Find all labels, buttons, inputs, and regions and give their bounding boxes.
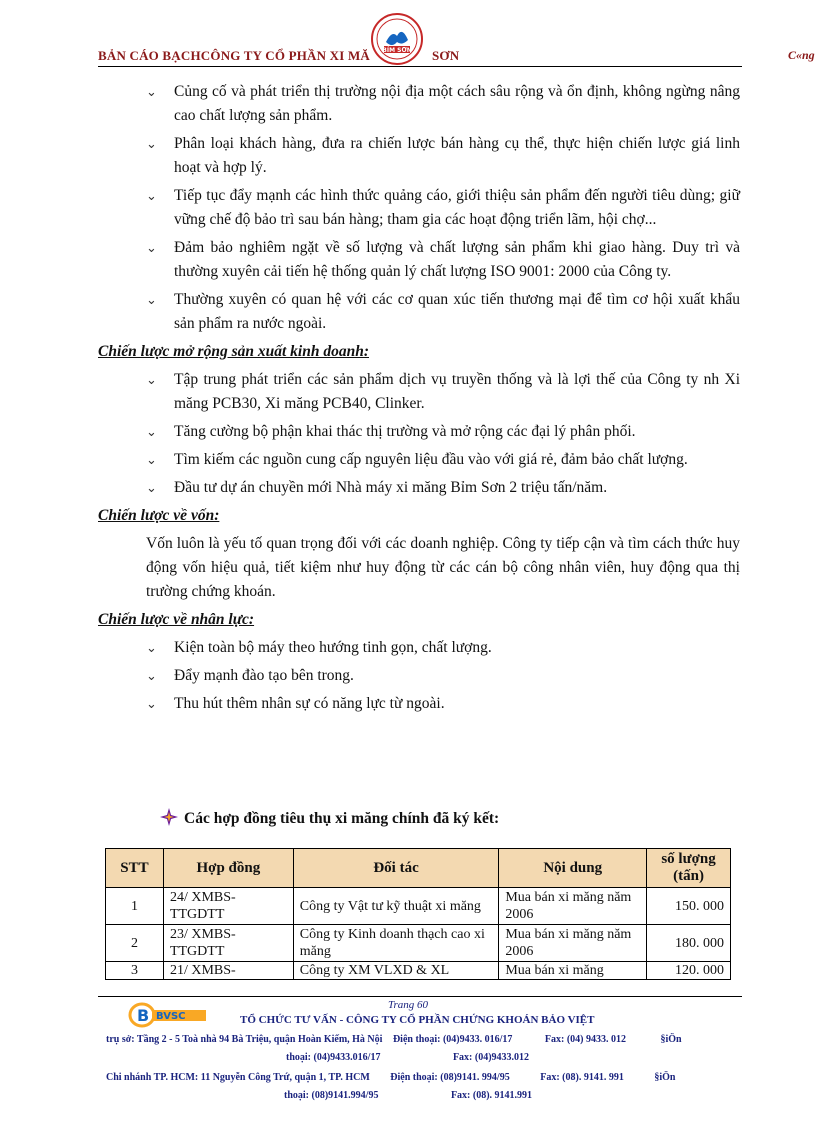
list-item <box>98 636 740 660</box>
footer-branch-line <box>106 1072 675 1083</box>
cell-content: Mua bán xi măng năm 2006 <box>499 888 647 925</box>
footer-hq-fax2: Fax: (04)9433.012 <box>452 1052 530 1063</box>
list-item <box>98 132 740 180</box>
footer-hq-phone2: thoại: (04)9433.016/17 <box>286 1052 381 1063</box>
list-item-text: Thường xuyên có quan hệ với các cơ quan xúc tiến thương mại để tìm cơ hội xuất khẩu sản phẩm ra nước ngoài. <box>174 291 740 332</box>
bullet-arrow-icon: ⌄ <box>146 240 157 255</box>
section-heading-expand: Chiến lược mở rộng sản xuất kinh doanh: <box>98 343 369 360</box>
bvsc-logo-icon <box>128 1002 208 1028</box>
list-item-text: Tìm kiếm các nguồn cung cấp nguyên liệu đầu vào với giá rẻ, đảm bảo chất lượng. <box>174 451 688 468</box>
col-header-contract: Hợp đồng <box>163 849 293 888</box>
bullet-arrow-icon: ⌄ <box>146 452 157 467</box>
header-rule <box>98 66 742 67</box>
footer-hq-line <box>106 1034 682 1045</box>
cell-partner: Công ty XM VLXD & XL <box>293 962 499 980</box>
header-title-main: BẢN CÁO BẠCHCÔNG TY CỔ PHẦN XI MĂ <box>98 48 371 63</box>
list-item-text: Phân loại khách hàng, đưa ra chiến lược bán hàng cụ thể, thực hiện chiến lược giá linh hoạt và hợp lý. <box>174 135 740 176</box>
table-row <box>106 888 731 925</box>
capital-paragraph: Vốn luôn là yếu tố quan trọng đối với các doanh nghiệp. Công ty tiếp cận và tìm cách thức huy động vốn hiệu quả, tiết kiệm như huy động từ các cán bộ công nhân viên, huy động qua thị trường chứng khoán. <box>146 535 740 600</box>
footer-branch-fax: Fax: (08). 9141. 991 <box>540 1072 624 1083</box>
footer-branch-phone2: thoại: (08)9141.994/95 <box>284 1090 379 1101</box>
contracts-title-text: Các hợp đồng tiêu thụ xi măng chính đã ký kết: <box>184 810 500 827</box>
list-item-text: Tập trung phát triển các sản phẩm dịch vụ truyền thống và là lợi thế của Công ty nh Xi măng PCB30, Xi măng PCB40, Clinker. <box>174 371 740 412</box>
logo-label: BỈM SƠN <box>382 47 412 54</box>
list-item-text: Đẩy mạnh đào tạo bên trong. <box>174 667 354 684</box>
section-heading-hr: Chiến lược về nhân lực: <box>98 611 255 628</box>
list-item-text: Kiện toàn bộ máy theo hướng tinh gọn, chất lượng. <box>174 639 492 656</box>
contracts-title <box>160 808 499 828</box>
cell-contract: 23/ XMBS-TTGDTT <box>163 925 293 962</box>
header-right-text: C«ng <box>788 48 815 62</box>
list-item <box>98 420 740 444</box>
main-content <box>98 80 740 720</box>
list-item-text: Đảm bảo nghiêm ngặt về số lượng và chất lượng sản phẩm khi giao hàng. Duy trì và thường xuyên cải tiến hệ thống quản lý chất lượng ISO 9001: 2000 của Công ty. <box>174 239 740 280</box>
list-item-text: Củng cố và phát triển thị trường nội địa một cách sâu rộng và ổn định, không ngừng nâng cao chất lượng sản phẩm. <box>174 83 740 124</box>
footer-hq-phone: Điện thoại: (04)9433. 016/17 <box>392 1034 513 1045</box>
cell-contract: 21/ XMBS- <box>163 962 293 980</box>
four-point-star-icon <box>160 808 178 826</box>
col-header-content: Nội dung <box>499 849 647 888</box>
cell-partner: Công ty Vật tư kỹ thuật xi măng <box>293 888 499 925</box>
bullet-arrow-icon: ⌄ <box>146 372 157 387</box>
bullet-arrow-icon: ⌄ <box>146 136 157 151</box>
page-number: Trang 60 <box>388 999 429 1011</box>
footer-hq-fax: Fax: (04) 9433. 012 <box>544 1034 626 1045</box>
cell-content: Mua bán xi măng <box>499 962 647 980</box>
cell-contract: 24/ XMBS-TTGDTT <box>163 888 293 925</box>
footer-rule <box>98 996 742 997</box>
list-item <box>98 236 740 284</box>
cell-content: Mua bán xi măng năm 2006 <box>499 925 647 962</box>
bullet-arrow-icon: ⌄ <box>146 424 157 439</box>
footer-branch-line2 <box>284 1090 532 1101</box>
list-item <box>98 368 740 416</box>
col-header-stt: STT <box>106 849 164 888</box>
list-item-text: Thu hút thêm nhân sự có năng lực từ ngoài. <box>174 695 445 712</box>
cell-partner: Công ty Kinh doanh thạch cao xi măng <box>293 925 499 962</box>
list-item <box>98 476 740 500</box>
bullet-arrow-icon: ⌄ <box>146 640 157 655</box>
footer-org: TỔ CHỨC TƯ VẤN - CÔNG TY CỔ PHẦN CHỨNG KHOÁN BẢO VIỆT <box>240 1014 595 1026</box>
cell-quantity: 120. 000 <box>647 962 731 980</box>
section-heading-capital: Chiến lược về vốn: <box>98 507 220 524</box>
col-header-quantity: số lượng (tấn) <box>647 849 731 888</box>
bullet-arrow-icon: ⌄ <box>146 668 157 683</box>
svg-text:B: B <box>137 1006 150 1025</box>
list-item <box>98 692 740 716</box>
cell-stt: 2 <box>106 925 164 962</box>
cell-stt: 1 <box>106 888 164 925</box>
cell-quantity: 150. 000 <box>647 888 731 925</box>
list-item <box>98 80 740 128</box>
cell-quantity: 180. 000 <box>647 925 731 962</box>
company-logo-icon <box>370 12 424 66</box>
page-header <box>98 40 816 68</box>
list-item <box>98 184 740 232</box>
cell-stt: 3 <box>106 962 164 980</box>
footer-hq-line2 <box>286 1052 529 1063</box>
table-row <box>106 962 731 980</box>
list-item-text: Tăng cường bộ phận khai thác thị trường và mở rộng các đại lý phân phối. <box>174 423 636 440</box>
footer-branch-fax2: Fax: (08). 9141.991 <box>450 1090 533 1101</box>
list-item <box>98 448 740 472</box>
footer-branch-address: Chi nhánh TP. HCM: 11 Nguyễn Công Trứ, quận 1, TP. HCM <box>106 1072 370 1083</box>
table-header-row <box>106 849 731 888</box>
bullet-arrow-icon: ⌄ <box>146 292 157 307</box>
footer-hq-tail: §iÖn <box>660 1034 682 1045</box>
footer-hq-address: trụ sở: Tầng 2 - 5 Toà nhà 94 Bà Triệu, quận Hoàn Kiếm, Hà Nội <box>106 1034 383 1045</box>
list-item-text: Đầu tư dự án chuyền mới Nhà máy xi măng Bỉm Sơn 2 triệu tấn/năm. <box>174 479 608 496</box>
bullet-arrow-icon: ⌄ <box>146 480 157 495</box>
list-item-text: Tiếp tục đẩy mạnh các hình thức quảng cáo, giới thiệu sản phẩm đến người tiêu dùng; giữ vững chế độ bảo trì sau bán hàng; tham gia các hoạt động triển lãm, hội chợ... <box>174 187 740 228</box>
bvsc-logo-text: BVSC <box>156 1011 186 1022</box>
bullet-arrow-icon: ⌄ <box>146 188 157 203</box>
footer-branch-phone: Điện thoại: (08)9141. 994/95 <box>390 1072 510 1083</box>
list-item <box>98 664 740 688</box>
contracts-table <box>105 848 731 980</box>
footer-branch-tail: §iÖn <box>654 1072 676 1083</box>
bullet-arrow-icon: ⌄ <box>146 696 157 711</box>
col-header-partner: Đối tác <box>293 849 499 888</box>
list-item <box>98 288 740 336</box>
table-row <box>106 925 731 962</box>
header-title-end: SƠN <box>432 48 460 63</box>
bullet-arrow-icon: ⌄ <box>146 84 157 99</box>
